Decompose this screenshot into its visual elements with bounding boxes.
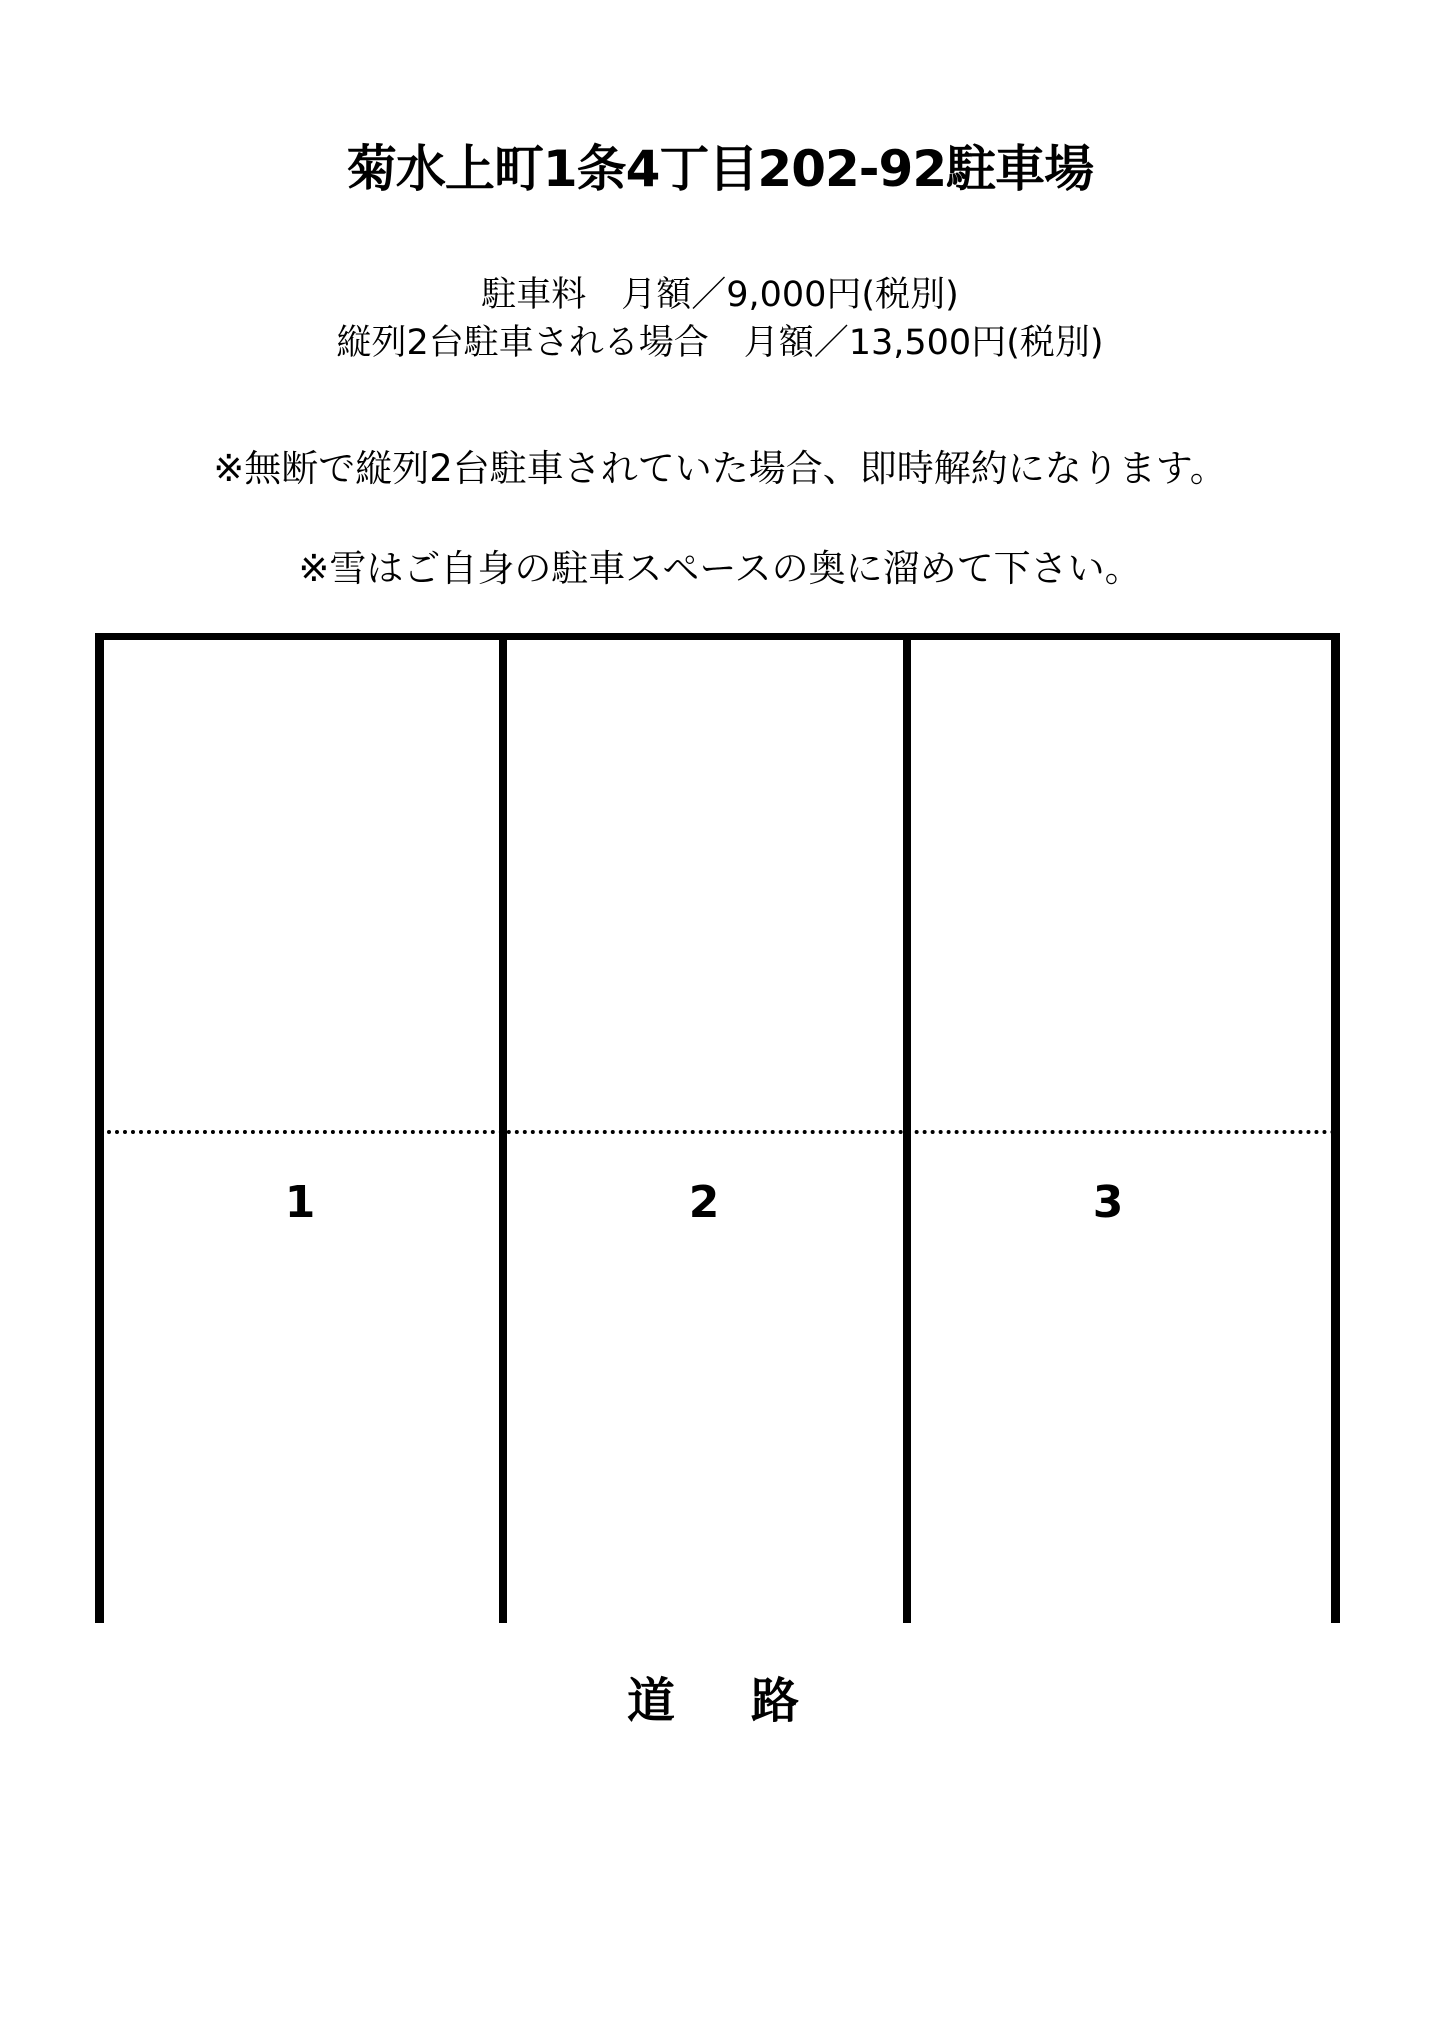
- stall-label-2: 2: [688, 1177, 720, 1228]
- stall-divider-1-2: [499, 633, 507, 1623]
- notice-unauthorized-tandem-parking: ※無断で縦列2台駐車されていた場合、即時解約になります。: [213, 447, 1227, 490]
- parking-lot-diagram: [95, 633, 1340, 1623]
- stall-label-3: 3: [1092, 1177, 1124, 1228]
- tandem-split-dotted-line: [99, 1130, 1336, 1134]
- page-title: 菊水上町1条4丁目202-92駐車場: [346, 140, 1094, 198]
- pricing-line-tandem-rate: 縦列2台駐車される場合 月額／13,500円(税別): [336, 323, 1104, 363]
- lot-outer-boundary: [95, 633, 1340, 1623]
- pricing-line-monthly-rate: 駐車料 月額／9,000円(税別): [481, 275, 959, 315]
- stall-divider-2-3: [903, 633, 911, 1623]
- road-label: 道 路: [626, 1673, 813, 1729]
- notice-snow-placement: ※雪はご自身の駐車スペースの奥に溜めて下さい。: [298, 547, 1142, 590]
- stall-label-1: 1: [284, 1177, 316, 1228]
